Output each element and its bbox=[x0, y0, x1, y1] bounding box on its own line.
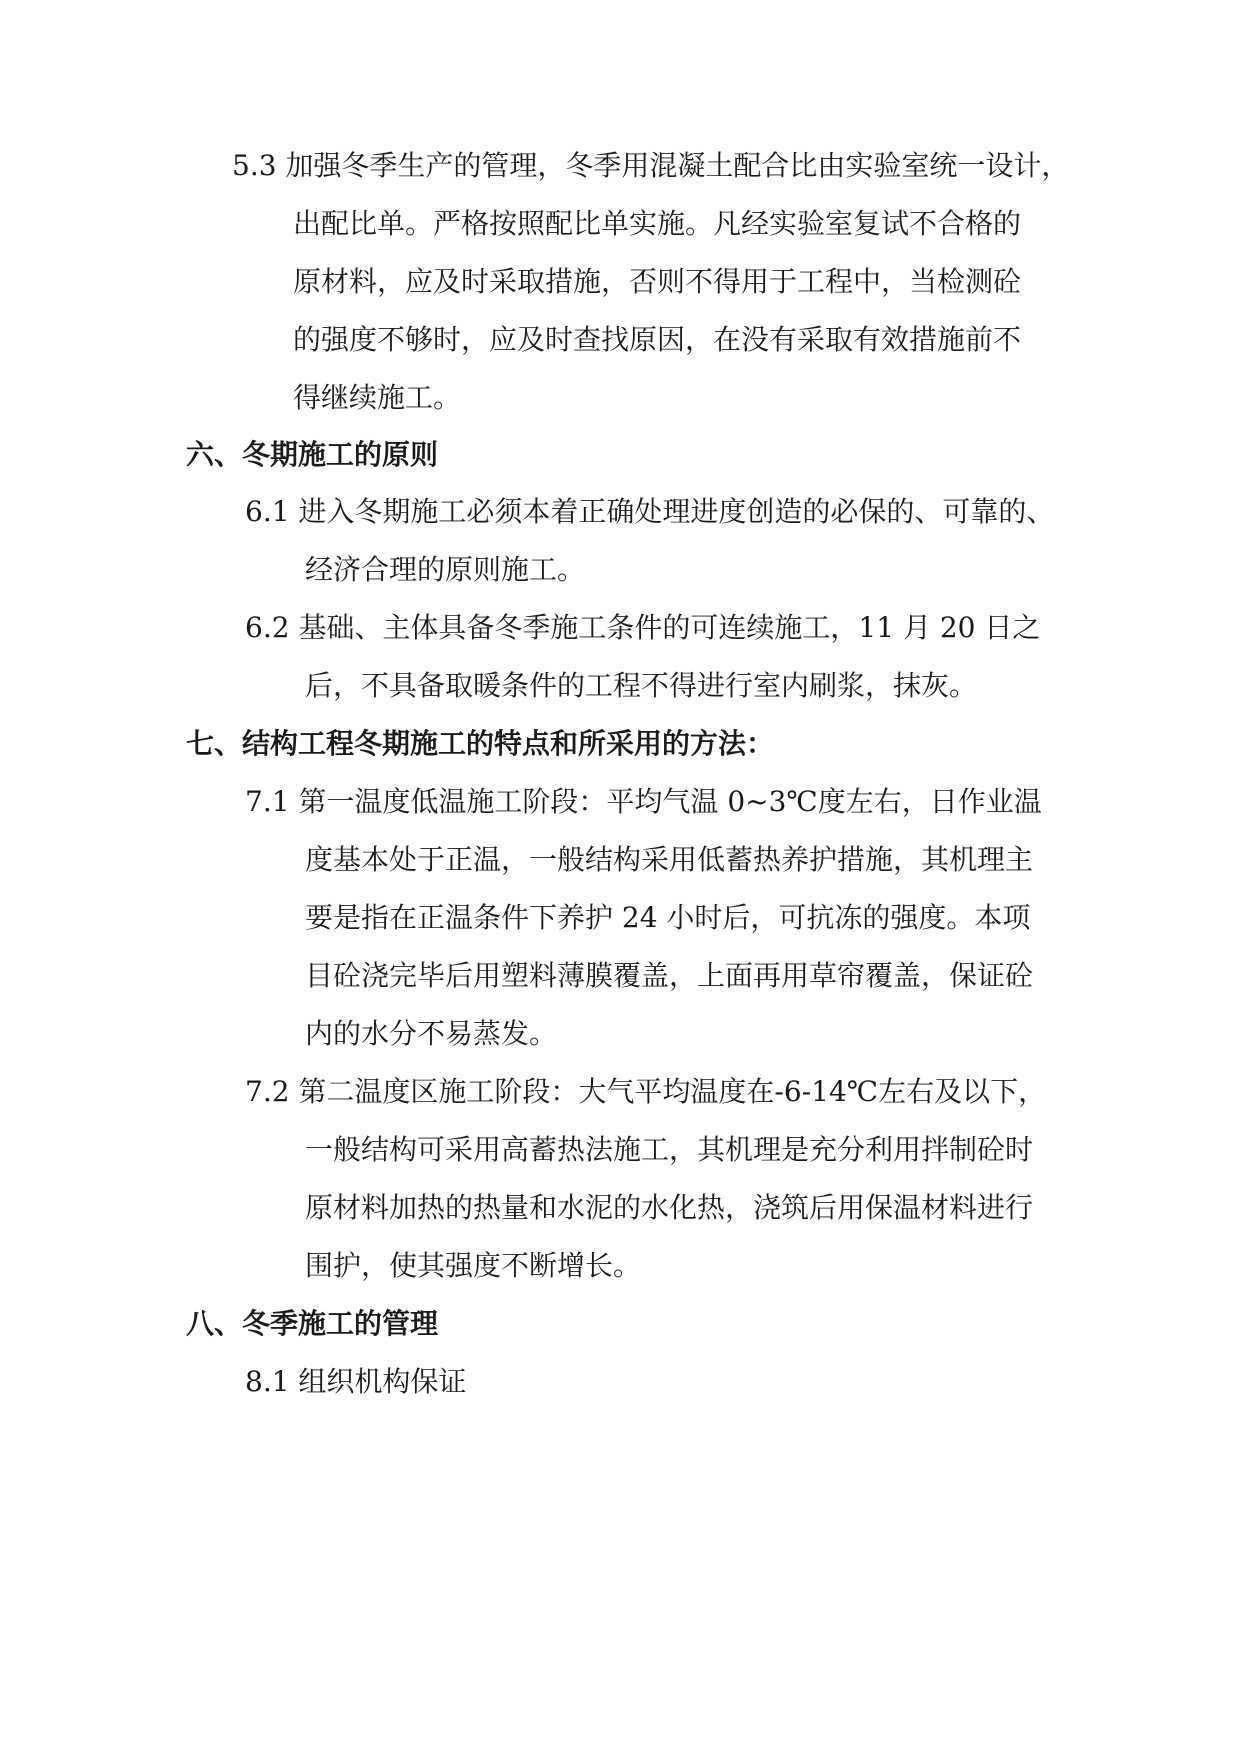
paragraph-5-3-line-3: 原材料，应及时采取措施，否则不得用于工程中，当检测砼 bbox=[293, 265, 1022, 298]
paragraph-7-2-line-1: 7.2 第二温度区施工阶段：大气平均温度在-6-14℃左右及以下， bbox=[245, 1075, 1047, 1108]
paragraph-5-3-line-5: 得继续施工。 bbox=[293, 381, 462, 414]
paragraph-6-2-line-1: 6.2 基础、主体具备冬季施工条件的可连续施工，11 月 20 日之 bbox=[245, 611, 1041, 644]
paragraph-7-2-line-4: 围护，使其强度不断增长。 bbox=[305, 1249, 642, 1282]
paragraph-6-1-line-2: 经济合理的原则施工。 bbox=[305, 553, 586, 586]
paragraph-5-3-line-4: 的强度不够时，应及时查找原因，在没有采取有效措施前不 bbox=[293, 323, 1022, 356]
section-heading-7: 七、结构工程冬期施工的特点和所采用的方法： bbox=[186, 727, 775, 760]
paragraph-7-1-line-3: 要是指在正温条件下养护 24 小时后，可抗冻的强度。本项 bbox=[305, 901, 1031, 934]
paragraph-5-3-line-1: 5.3 加强冬季生产的管理，冬季用混凝土配合比由实验室统一设计， bbox=[232, 149, 1070, 182]
section-heading-8: 八、冬季施工的管理 bbox=[186, 1307, 439, 1340]
paragraph-7-1-line-4: 目砼浇完毕后用塑料薄膜覆盖，上面再用草帘覆盖，保证砼 bbox=[305, 959, 1034, 992]
paragraph-8-1-line-1: 8.1 组织机构保证 bbox=[245, 1365, 467, 1398]
section-heading-6: 六、冬期施工的原则 bbox=[186, 438, 439, 471]
paragraph-7-1-line-5: 内的水分不易蒸发。 bbox=[305, 1017, 558, 1050]
paragraph-7-1-line-2: 度基本处于正温，一般结构采用低蓄热养护措施，其机理主 bbox=[305, 843, 1034, 876]
paragraph-7-2-line-3: 原材料加热的热量和水泥的水化热，浇筑后用保温材料进行 bbox=[305, 1191, 1034, 1224]
paragraph-6-2-line-2: 后，不具备取暖条件的工程不得进行室内刷浆，抹灰。 bbox=[305, 669, 978, 702]
paragraph-5-3-line-2: 出配比单。严格按照配比单实施。凡经实验室复试不合格的 bbox=[293, 207, 1022, 240]
paragraph-7-2-line-2: 一般结构可采用高蓄热法施工，其机理是充分利用拌制砼时 bbox=[305, 1133, 1034, 1166]
paragraph-6-1-line-1: 6.1 进入冬期施工必须本着正确处理进度创造的必保的、可靠的、 bbox=[245, 495, 1055, 528]
paragraph-7-1-line-1: 7.1 第一温度低温施工阶段：平均气温 0~3℃度左右，日作业温 bbox=[245, 785, 1042, 818]
